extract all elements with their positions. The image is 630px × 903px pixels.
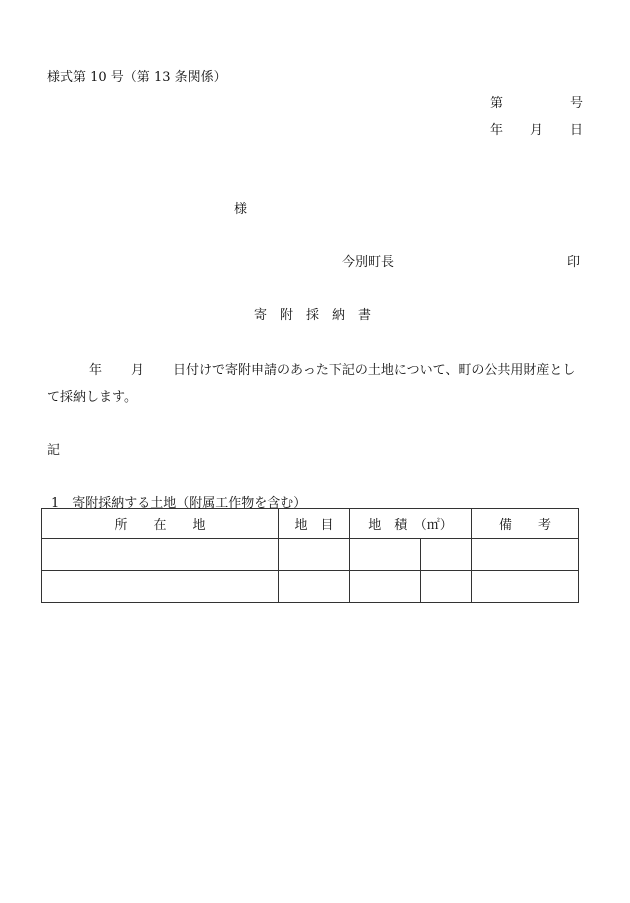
cell-area-decimal[interactable] [421,571,472,603]
seal-mark: 印 [567,255,581,270]
table-row [42,571,579,603]
doc-no-dai: 第 [490,96,504,111]
cell-area-integer[interactable] [350,539,421,571]
cell-location[interactable] [42,571,279,603]
table-header-row [42,509,579,539]
cell-land-category[interactable] [279,571,350,603]
cell-area-integer[interactable] [350,571,421,603]
cell-location[interactable] [42,539,279,571]
date-day: 日 [570,123,584,138]
column-land-category: 地 目 [279,509,350,539]
table-row [42,539,579,571]
ki-label: 記 [47,443,61,458]
body-text: 日付けで寄附申請のあった下記の土地について、町の公共用財産として採納します。 [47,363,576,405]
document-title: 寄附採納書 [254,308,385,323]
body-paragraph [47,357,583,411]
addressee-honorific: 様 [234,202,248,217]
form-number: 様式第 10 号（第 13 条関係） [47,70,227,85]
land-table [41,508,579,603]
date-year: 年 [490,123,504,138]
section-1-heading: 1 寄附採納する土地（附属工作物を含む） [51,496,307,511]
column-remarks: 備 考 [472,509,579,539]
cell-area-decimal[interactable] [421,539,472,571]
date-month: 月 [530,123,544,138]
cell-land-category[interactable] [279,539,350,571]
body-year: 年 [89,363,103,378]
body-month: 月 [131,363,145,378]
doc-no-go: 号 [570,96,584,111]
cell-remarks[interactable] [472,539,579,571]
column-area: 地 積 （㎡） [350,509,472,539]
cell-remarks[interactable] [472,571,579,603]
column-location: 所 在 地 [42,509,279,539]
issuer-name: 今別町長 [342,255,395,270]
